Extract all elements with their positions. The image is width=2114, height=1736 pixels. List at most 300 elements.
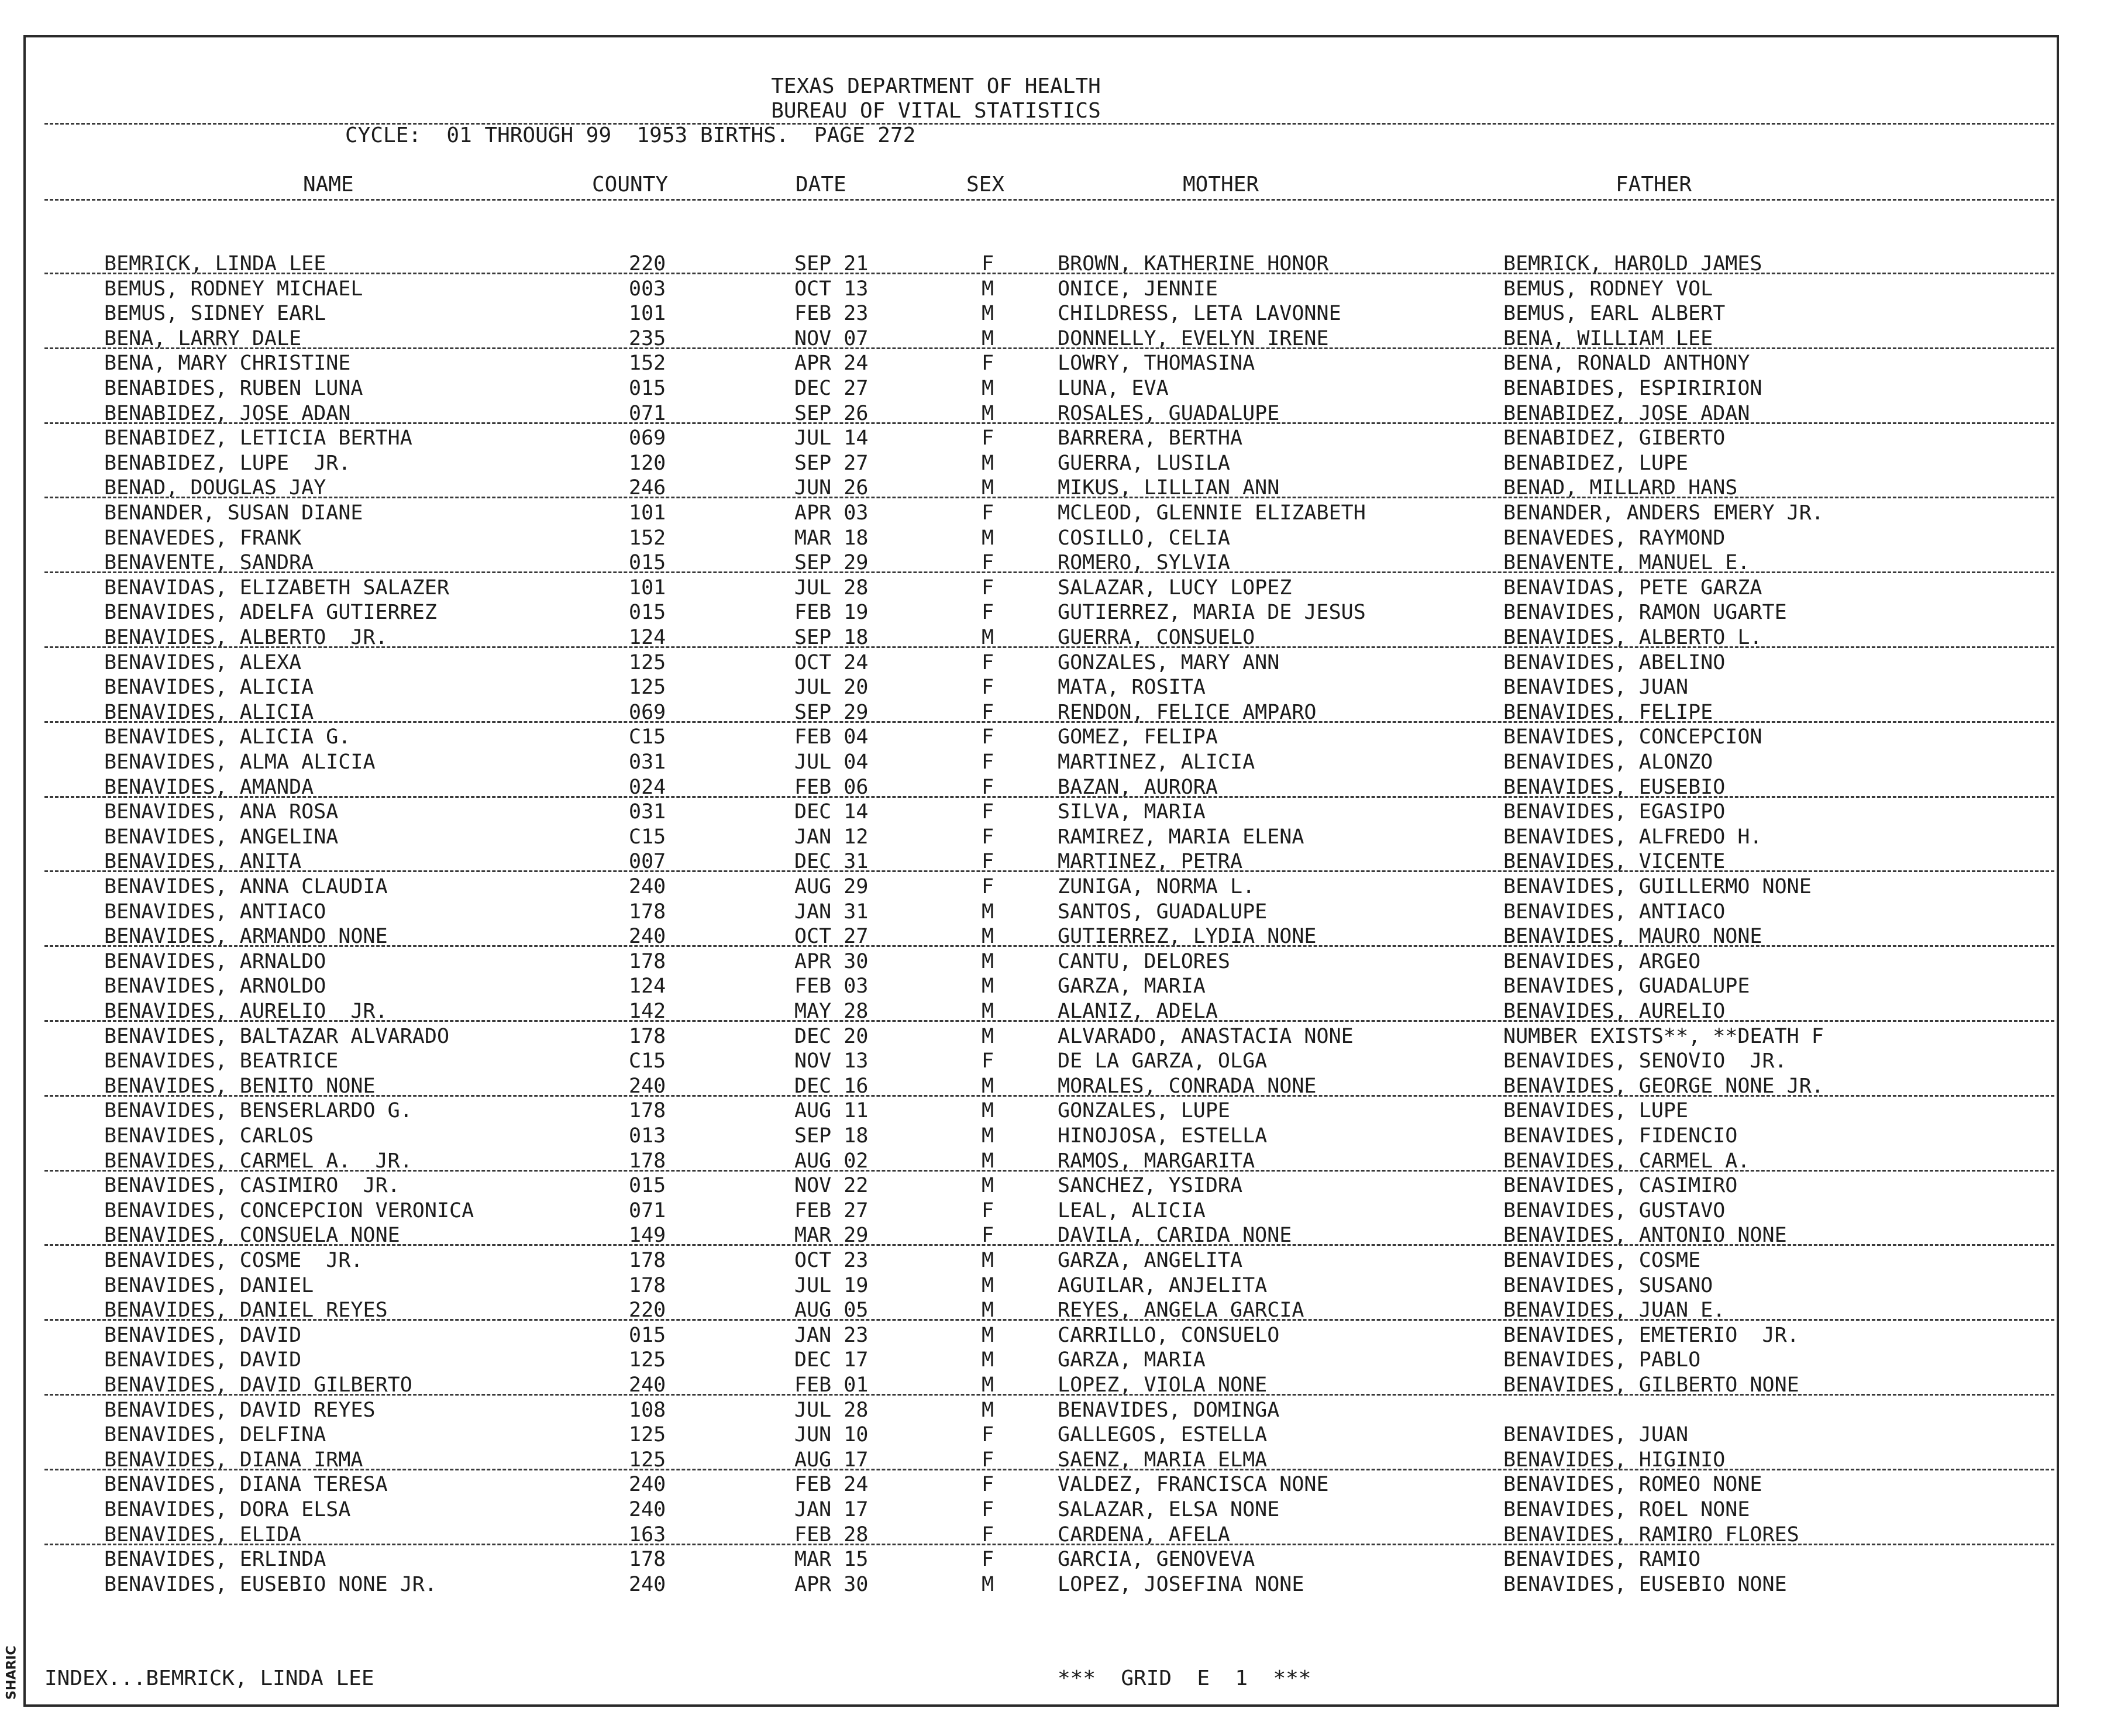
row-group-divider xyxy=(44,1095,2054,1097)
cell-mother: ALVARADO, ANASTACIA NONE xyxy=(1058,1024,1354,1048)
table-row xyxy=(0,1198,2114,1223)
table-row xyxy=(0,451,2114,476)
cell-county: 069 xyxy=(629,426,666,450)
cell-mother: AGUILAR, ANJELITA xyxy=(1058,1273,1268,1297)
cell-date: AUG 02 xyxy=(794,1149,869,1173)
cell-date: SEP 27 xyxy=(794,451,869,475)
cell-mother: MATA, ROSITA xyxy=(1058,676,1206,700)
cell-sex: M xyxy=(982,277,994,301)
cell-county: 013 xyxy=(629,1124,666,1148)
cell-name: BENAVIDES, CASIMIRO JR. xyxy=(104,1174,400,1198)
row-group-divider xyxy=(44,945,2054,947)
cell-sex: F xyxy=(982,1423,994,1447)
cell-father: BENAVIDES, RAMON UGARTE xyxy=(1503,601,1787,625)
cell-father: BENAVIDES, GEORGE NONE JR. xyxy=(1503,1074,1824,1098)
cell-sex: M xyxy=(982,377,994,400)
cell-sex: M xyxy=(982,974,994,998)
cell-county: 152 xyxy=(629,352,666,376)
cell-name: BENAVIDES, ERLINDA xyxy=(104,1548,326,1572)
cell-sex: M xyxy=(982,1074,994,1098)
cell-name: BENABIDEZ, LUPE JR. xyxy=(104,451,351,475)
cell-sex: F xyxy=(982,1523,994,1546)
cell-mother: GONZALES, MARY ANN xyxy=(1058,650,1280,674)
cell-sex: F xyxy=(982,576,994,600)
cell-name: BENAVIDES, BEATRICE xyxy=(104,1049,339,1073)
cell-father: BENAVIDES, SUSANO xyxy=(1503,1273,1713,1297)
cell-name: BENAVIDES, ARNALDO xyxy=(104,949,326,973)
cell-father: BENAVIDES, ALBERTO L. xyxy=(1503,626,1762,649)
cell-date: FEB 04 xyxy=(794,725,869,749)
cell-name: BENAVIDAS, ELIZABETH SALAZER xyxy=(104,576,450,600)
cell-father: BENAVEDES, RAYMOND xyxy=(1503,526,1726,550)
cell-county: 101 xyxy=(629,501,666,525)
cell-sex: F xyxy=(982,1049,994,1073)
cell-sex: F xyxy=(982,501,994,525)
table-row xyxy=(0,874,2114,899)
cell-sex: M xyxy=(982,1149,994,1173)
cell-name: BENAVIDES, ANITA xyxy=(104,850,302,874)
row-group-divider xyxy=(44,422,2054,424)
cell-sex: M xyxy=(982,1174,994,1198)
header-line-2: BUREAU OF VITAL STATISTICS xyxy=(771,99,1101,123)
cell-name: BENAVIDES, DANIEL xyxy=(104,1273,314,1297)
cell-mother: VALDEZ, FRANCISCA NONE xyxy=(1058,1473,1329,1497)
row-group-divider xyxy=(44,870,2054,872)
cell-father: BENAVIDES, EGASIPO xyxy=(1503,800,1726,824)
cell-mother: GUERRA, CONSUELO xyxy=(1058,626,1255,649)
cell-county: 152 xyxy=(629,526,666,550)
cell-mother: MCLEOD, GLENNIE ELIZABETH xyxy=(1058,501,1366,525)
column-header-mother: MOTHER xyxy=(1183,173,1259,197)
cell-mother: GARZA, MARIA xyxy=(1058,974,1206,998)
cell-mother: GARZA, MARIA xyxy=(1058,1348,1206,1372)
cell-mother: MARTINEZ, ALICIA xyxy=(1058,750,1255,774)
cell-date: DEC 31 xyxy=(794,850,869,874)
cell-mother: GALLEGOS, ESTELLA xyxy=(1058,1423,1268,1447)
cell-father: BENAVIDES, GILBERTO NONE xyxy=(1503,1373,1799,1397)
cell-mother: CARDENA, AFELA xyxy=(1058,1523,1231,1546)
cell-father: BEMUS, RODNEY VOL xyxy=(1503,277,1713,301)
table-row xyxy=(0,301,2114,326)
cell-mother: MIKUS, LILLIAN ANN xyxy=(1058,476,1280,500)
cell-father: BENAVIDES, JUAN xyxy=(1503,1423,1689,1447)
cell-mother: BENAVIDES, DOMINGA xyxy=(1058,1398,1280,1422)
table-row xyxy=(0,1248,2114,1273)
cell-sex: M xyxy=(982,1298,994,1322)
cell-county: 031 xyxy=(629,800,666,824)
cell-father: BENAVIDES, VICENTE xyxy=(1503,850,1726,874)
table-row xyxy=(0,1024,2114,1049)
cell-name: BENANDER, SUSAN DIANE xyxy=(104,501,363,525)
cell-father: BENABIDEZ, JOSE ADAN xyxy=(1503,401,1750,425)
cell-father: BENAVIDES, GUILLERMO NONE xyxy=(1503,875,1812,898)
footer-grid: *** GRID E 1 *** xyxy=(1058,1666,1311,1690)
cell-father: BENANDER, ANDERS EMERY JR. xyxy=(1503,501,1824,525)
cell-sex: M xyxy=(982,526,994,550)
cell-date: NOV 07 xyxy=(794,326,869,350)
cell-date: AUG 29 xyxy=(794,875,869,898)
cell-name: BENAVIDES, ALEXA xyxy=(104,650,302,674)
cell-sex: M xyxy=(982,1348,994,1372)
cell-name: BENAVIDES, DAVID GILBERTO xyxy=(104,1373,412,1397)
column-header-date: DATE xyxy=(796,173,846,197)
cell-name: BENA, MARY CHRISTINE xyxy=(104,352,351,376)
cell-name: BENAVIDES, COSME JR. xyxy=(104,1249,363,1272)
cell-name: BENAVIDES, ANTIACO xyxy=(104,900,326,924)
cell-father: BENAVIDES, ROEL NONE xyxy=(1503,1498,1750,1521)
cell-date: JAN 23 xyxy=(794,1323,869,1347)
cell-county: 240 xyxy=(629,925,666,949)
cell-father: BENAVIDES, EUSEBIO NONE xyxy=(1503,1572,1787,1596)
cell-date: MAR 18 xyxy=(794,526,869,550)
cell-name: BENAVIDES, CONCEPCION VERONICA xyxy=(104,1198,474,1222)
cell-sex: M xyxy=(982,1099,994,1123)
cell-county: 235 xyxy=(629,326,666,350)
cell-sex: F xyxy=(982,1473,994,1497)
cell-name: BENABIDEZ, JOSE ADAN xyxy=(104,401,351,425)
cell-county: 178 xyxy=(629,900,666,924)
cell-mother: SANTOS, GUADALUPE xyxy=(1058,900,1268,924)
column-header-county: COUNTY xyxy=(592,173,669,197)
cell-date: FEB 28 xyxy=(794,1523,869,1546)
cell-county: 101 xyxy=(629,302,666,326)
cell-mother: LUNA, EVA xyxy=(1058,377,1169,400)
cell-mother: DONNELLY, EVELYN IRENE xyxy=(1058,326,1329,350)
cell-county: 220 xyxy=(629,252,666,275)
cell-mother: GOMEZ, FELIPA xyxy=(1058,725,1218,749)
cell-name: BENAVIDES, DAVID REYES xyxy=(104,1398,376,1422)
cell-father: BENAVIDAS, PETE GARZA xyxy=(1503,576,1762,600)
table-row xyxy=(0,1398,2114,1422)
cell-sex: M xyxy=(982,1024,994,1048)
table-row xyxy=(0,600,2114,625)
cell-mother: BROWN, KATHERINE HONOR xyxy=(1058,252,1329,275)
cell-date: APR 30 xyxy=(794,1572,869,1596)
cell-county: 178 xyxy=(629,1099,666,1123)
cell-name: BENAVIDES, DAVID xyxy=(104,1323,302,1347)
cell-name: BENAVIDES, CARMEL A. JR. xyxy=(104,1149,412,1173)
cell-father: BENAVIDES, ALFREDO H. xyxy=(1503,825,1762,849)
cell-date: MAY 28 xyxy=(794,1000,869,1023)
cell-sex: F xyxy=(982,601,994,625)
cell-sex: M xyxy=(982,401,994,425)
row-group-divider xyxy=(44,1469,2054,1470)
footer-index: INDEX...BEMRICK, LINDA LEE xyxy=(44,1666,374,1690)
table-row xyxy=(0,1323,2114,1348)
cell-father: BENAVIDES, LUPE xyxy=(1503,1099,1689,1123)
cell-father: BEMUS, EARL ALBERT xyxy=(1503,302,1726,326)
cell-county: 149 xyxy=(629,1224,666,1248)
cell-date: DEC 27 xyxy=(794,377,869,400)
cell-date: JUL 20 xyxy=(794,676,869,700)
cell-date: FEB 03 xyxy=(794,974,869,998)
table-row xyxy=(0,750,2114,774)
cell-date: AUG 11 xyxy=(794,1099,869,1123)
cell-name: BENAVIDES, ANNA CLAUDIA xyxy=(104,875,388,898)
cell-county: 015 xyxy=(629,601,666,625)
cell-sex: M xyxy=(982,1323,994,1347)
cell-name: BENAVIDES, BALTAZAR ALVARADO xyxy=(104,1024,450,1048)
cell-date: FEB 24 xyxy=(794,1473,869,1497)
cell-father: BENAVIDES, JUAN E. xyxy=(1503,1298,1726,1322)
cell-date: OCT 24 xyxy=(794,650,869,674)
cell-mother: DE LA GARZA, OLGA xyxy=(1058,1049,1268,1073)
row-group-divider xyxy=(44,1244,2054,1246)
cell-mother: HINOJOSA, ESTELLA xyxy=(1058,1124,1268,1148)
cell-sex: M xyxy=(982,476,994,500)
cell-county: 178 xyxy=(629,1548,666,1572)
cell-date: APR 30 xyxy=(794,949,869,973)
cell-mother: COSILLO, CELIA xyxy=(1058,526,1231,550)
cell-county: 178 xyxy=(629,1149,666,1173)
table-row xyxy=(0,426,2114,450)
table-row xyxy=(0,949,2114,974)
cell-mother: ALANIZ, ADELA xyxy=(1058,1000,1218,1023)
cell-county: 125 xyxy=(629,650,666,674)
cell-name: BENAVIDES, ELIDA xyxy=(104,1523,302,1546)
cell-sex: M xyxy=(982,451,994,475)
table-row xyxy=(0,1472,2114,1497)
cell-date: OCT 13 xyxy=(794,277,869,301)
cell-sex: M xyxy=(982,1273,994,1297)
cell-sex: M xyxy=(982,1124,994,1148)
cell-sex: F xyxy=(982,1498,994,1521)
cell-mother: BAZAN, AURORA xyxy=(1058,775,1218,799)
cell-name: BENABIDEZ, LETICIA BERTHA xyxy=(104,426,412,450)
cell-father: BENABIDES, ESPIRIRION xyxy=(1503,377,1762,400)
cell-county: 178 xyxy=(629,949,666,973)
cell-mother: BARRERA, BERTHA xyxy=(1058,426,1243,450)
cell-sex: F xyxy=(982,775,994,799)
cell-sex: M xyxy=(982,925,994,949)
cell-county: 240 xyxy=(629,1074,666,1098)
cell-name: BENAVIDES, ALMA ALICIA xyxy=(104,750,376,774)
header-line-3: CYCLE: 01 THROUGH 99 1953 BIRTHS. PAGE 272 xyxy=(345,123,916,147)
table-row xyxy=(0,974,2114,998)
table-row xyxy=(0,576,2114,600)
cell-father: BENAVIDES, HIGINIO xyxy=(1503,1448,1726,1472)
table-row xyxy=(0,725,2114,749)
table-row xyxy=(0,900,2114,924)
cell-date: SEP 18 xyxy=(794,626,869,649)
cell-father: BENAVIDES, EUSEBIO xyxy=(1503,775,1726,799)
cell-name: BENAVIDES, DORA ELSA xyxy=(104,1498,351,1521)
cell-father: BENAVIDES, CARMEL A. xyxy=(1503,1149,1750,1173)
cell-county: 178 xyxy=(629,1273,666,1297)
cell-mother: ROMERO, SYLVIA xyxy=(1058,551,1231,575)
cell-county: 031 xyxy=(629,750,666,774)
cell-name: BENAVIDES, BENSERLARDO G. xyxy=(104,1099,412,1123)
cell-county: C15 xyxy=(629,825,666,849)
cell-father: BENABIDEZ, GIBERTO xyxy=(1503,426,1726,450)
row-group-divider xyxy=(44,1170,2054,1172)
cell-father: BENAVIDES, ALONZO xyxy=(1503,750,1713,774)
cell-mother: SALAZAR, ELSA NONE xyxy=(1058,1498,1280,1521)
cell-father: BENA, RONALD ANTHONY xyxy=(1503,352,1750,376)
cell-name: BENAVIDES, ARNOLDO xyxy=(104,974,326,998)
cell-county: 178 xyxy=(629,1024,666,1048)
cell-name: BENAVIDES, CONSUELA NONE xyxy=(104,1224,400,1248)
cell-mother: RENDON, FELICE AMPARO xyxy=(1058,700,1317,724)
cell-county: 240 xyxy=(629,1473,666,1497)
cell-name: BENAVIDES, DELFINA xyxy=(104,1423,326,1447)
cell-mother: GONZALES, LUPE xyxy=(1058,1099,1231,1123)
cell-name: BENAVIDES, ALBERTO JR. xyxy=(104,626,388,649)
cell-date: NOV 22 xyxy=(794,1174,869,1198)
cell-date: SEP 29 xyxy=(794,551,869,575)
cell-mother: LEAL, ALICIA xyxy=(1058,1198,1206,1222)
cell-date: SEP 21 xyxy=(794,252,869,275)
cell-name: BENAVIDES, ADELFA GUTIERREZ xyxy=(104,601,437,625)
cell-county: 120 xyxy=(629,451,666,475)
cell-date: AUG 05 xyxy=(794,1298,869,1322)
cell-mother: RAMOS, MARGARITA xyxy=(1058,1149,1255,1173)
cell-sex: M xyxy=(982,949,994,973)
cell-father: BENAVENTE, MANUEL E. xyxy=(1503,551,1750,575)
table-row xyxy=(0,1049,2114,1073)
cell-father: BENAVIDES, FIDENCIO xyxy=(1503,1124,1738,1148)
cell-name: BENAVIDES, ALICIA xyxy=(104,676,314,700)
cell-father: BENAVIDES, AURELIO xyxy=(1503,1000,1726,1023)
cell-date: JAN 17 xyxy=(794,1498,869,1521)
cell-sex: F xyxy=(982,1198,994,1222)
header-divider xyxy=(44,123,2054,125)
cell-county: 178 xyxy=(629,1249,666,1272)
cell-father: BENAVIDES, FELIPE xyxy=(1503,700,1713,724)
cell-father: BENAVIDES, SENOVIO JR. xyxy=(1503,1049,1787,1073)
cell-sex: M xyxy=(982,1398,994,1422)
cell-sex: M xyxy=(982,900,994,924)
cell-name: BENAVIDES, DIANA TERESA xyxy=(104,1473,388,1497)
cell-county: 220 xyxy=(629,1298,666,1322)
cell-county: 240 xyxy=(629,1498,666,1521)
cell-date: OCT 23 xyxy=(794,1249,869,1272)
cell-date: JUL 14 xyxy=(794,426,869,450)
table-row xyxy=(0,1273,2114,1298)
cell-name: BENAVIDES, EUSEBIO NONE JR. xyxy=(104,1572,437,1596)
table-row xyxy=(0,800,2114,824)
cell-county: 240 xyxy=(629,1572,666,1596)
column-header-father: FATHER xyxy=(1616,173,1692,197)
cell-father: BENAVIDES, EMETERIO JR. xyxy=(1503,1323,1799,1347)
row-group-divider xyxy=(44,1394,2054,1396)
row-group-divider xyxy=(44,497,2054,498)
cell-father: BENABIDEZ, LUPE xyxy=(1503,451,1689,475)
table-row xyxy=(0,526,2114,550)
cell-father: BENAVIDES, ROMEO NONE xyxy=(1503,1473,1762,1497)
cell-date: DEC 20 xyxy=(794,1024,869,1048)
cell-mother: SAENZ, MARIA ELMA xyxy=(1058,1448,1268,1472)
cell-mother: LOPEZ, JOSEFINA NONE xyxy=(1058,1572,1304,1596)
cell-name: BENAVIDES, CARLOS xyxy=(104,1124,314,1148)
table-row xyxy=(0,1348,2114,1372)
cell-date: AUG 17 xyxy=(794,1448,869,1472)
cell-sex: M xyxy=(982,1000,994,1023)
side-label: SHARIC xyxy=(4,1645,19,1700)
cell-name: BENAD, DOUGLAS JAY xyxy=(104,476,326,500)
cell-father: BENAVIDES, CONCEPCION xyxy=(1503,725,1762,749)
cell-name: BENAVIDES, ALICIA G. xyxy=(104,725,351,749)
cell-mother: CANTU, DELORES xyxy=(1058,949,1231,973)
cell-date: FEB 27 xyxy=(794,1198,869,1222)
cell-mother: ZUNIGA, NORMA L. xyxy=(1058,875,1255,898)
cell-father: BENAVIDES, ANTONIO NONE xyxy=(1503,1224,1787,1248)
row-group-divider xyxy=(44,347,2054,349)
cell-date: FEB 19 xyxy=(794,601,869,625)
cell-date: JUN 10 xyxy=(794,1423,869,1447)
cell-sex: M xyxy=(982,1249,994,1272)
cell-county: 071 xyxy=(629,1198,666,1222)
cell-name: BENAVIDES, AMANDA xyxy=(104,775,314,799)
cell-date: APR 03 xyxy=(794,501,869,525)
cell-mother: MORALES, CONRADA NONE xyxy=(1058,1074,1317,1098)
cell-mother: MARTINEZ, PETRA xyxy=(1058,850,1243,874)
cell-county: 069 xyxy=(629,700,666,724)
cell-father: BENAD, MILLARD HANS xyxy=(1503,476,1738,500)
cell-sex: F xyxy=(982,1224,994,1248)
cell-name: BENAVIDES, AURELIO JR. xyxy=(104,1000,388,1023)
column-header-divider xyxy=(44,199,2054,201)
cell-name: BENAVIDES, ARMANDO NONE xyxy=(104,925,388,949)
cell-sex: F xyxy=(982,252,994,275)
cell-county: 240 xyxy=(629,875,666,898)
table-row xyxy=(0,1124,2114,1148)
column-header-name: NAME xyxy=(303,173,354,197)
table-row xyxy=(0,501,2114,525)
cell-county: 024 xyxy=(629,775,666,799)
row-group-divider xyxy=(44,1020,2054,1022)
cell-mother: GUTIERREZ, LYDIA NONE xyxy=(1058,925,1317,949)
cell-father: BENAVIDES, ANTIACO xyxy=(1503,900,1726,924)
cell-county: 142 xyxy=(629,1000,666,1023)
cell-sex: F xyxy=(982,875,994,898)
table-row xyxy=(0,675,2114,700)
cell-date: DEC 17 xyxy=(794,1348,869,1372)
cell-county: 125 xyxy=(629,676,666,700)
cell-father: BENAVIDES, GUADALUPE xyxy=(1503,974,1750,998)
cell-sex: M xyxy=(982,302,994,326)
cell-sex: M xyxy=(982,1373,994,1397)
row-group-divider xyxy=(44,721,2054,723)
row-group-divider xyxy=(44,571,2054,573)
cell-mother: CARRILLO, CONSUELO xyxy=(1058,1323,1280,1347)
table-row xyxy=(0,825,2114,849)
cell-sex: F xyxy=(982,800,994,824)
cell-county: 125 xyxy=(629,1448,666,1472)
cell-name: BENA, LARRY DALE xyxy=(104,326,302,350)
cell-mother: RAMIREZ, MARIA ELENA xyxy=(1058,825,1304,849)
cell-county: 125 xyxy=(629,1348,666,1372)
cell-father: BENAVIDES, ABELINO xyxy=(1503,650,1726,674)
row-group-divider xyxy=(44,796,2054,798)
cell-county: 240 xyxy=(629,1373,666,1397)
cell-county: 246 xyxy=(629,476,666,500)
cell-name: BENABIDES, RUBEN LUNA xyxy=(104,377,363,400)
cell-mother: LOPEZ, VIOLA NONE xyxy=(1058,1373,1268,1397)
cell-county: 003 xyxy=(629,277,666,301)
cell-sex: F xyxy=(982,676,994,700)
cell-mother: REYES, ANGELA GARCIA xyxy=(1058,1298,1304,1322)
cell-mother: GARZA, ANGELITA xyxy=(1058,1249,1243,1272)
table-row xyxy=(0,1098,2114,1123)
cell-county: 101 xyxy=(629,576,666,600)
cell-father: BENAVIDES, CASIMIRO xyxy=(1503,1174,1738,1198)
table-row xyxy=(0,1422,2114,1447)
cell-county: 108 xyxy=(629,1398,666,1422)
cell-sex: F xyxy=(982,750,994,774)
cell-sex: F xyxy=(982,1448,994,1472)
cell-county: 071 xyxy=(629,401,666,425)
